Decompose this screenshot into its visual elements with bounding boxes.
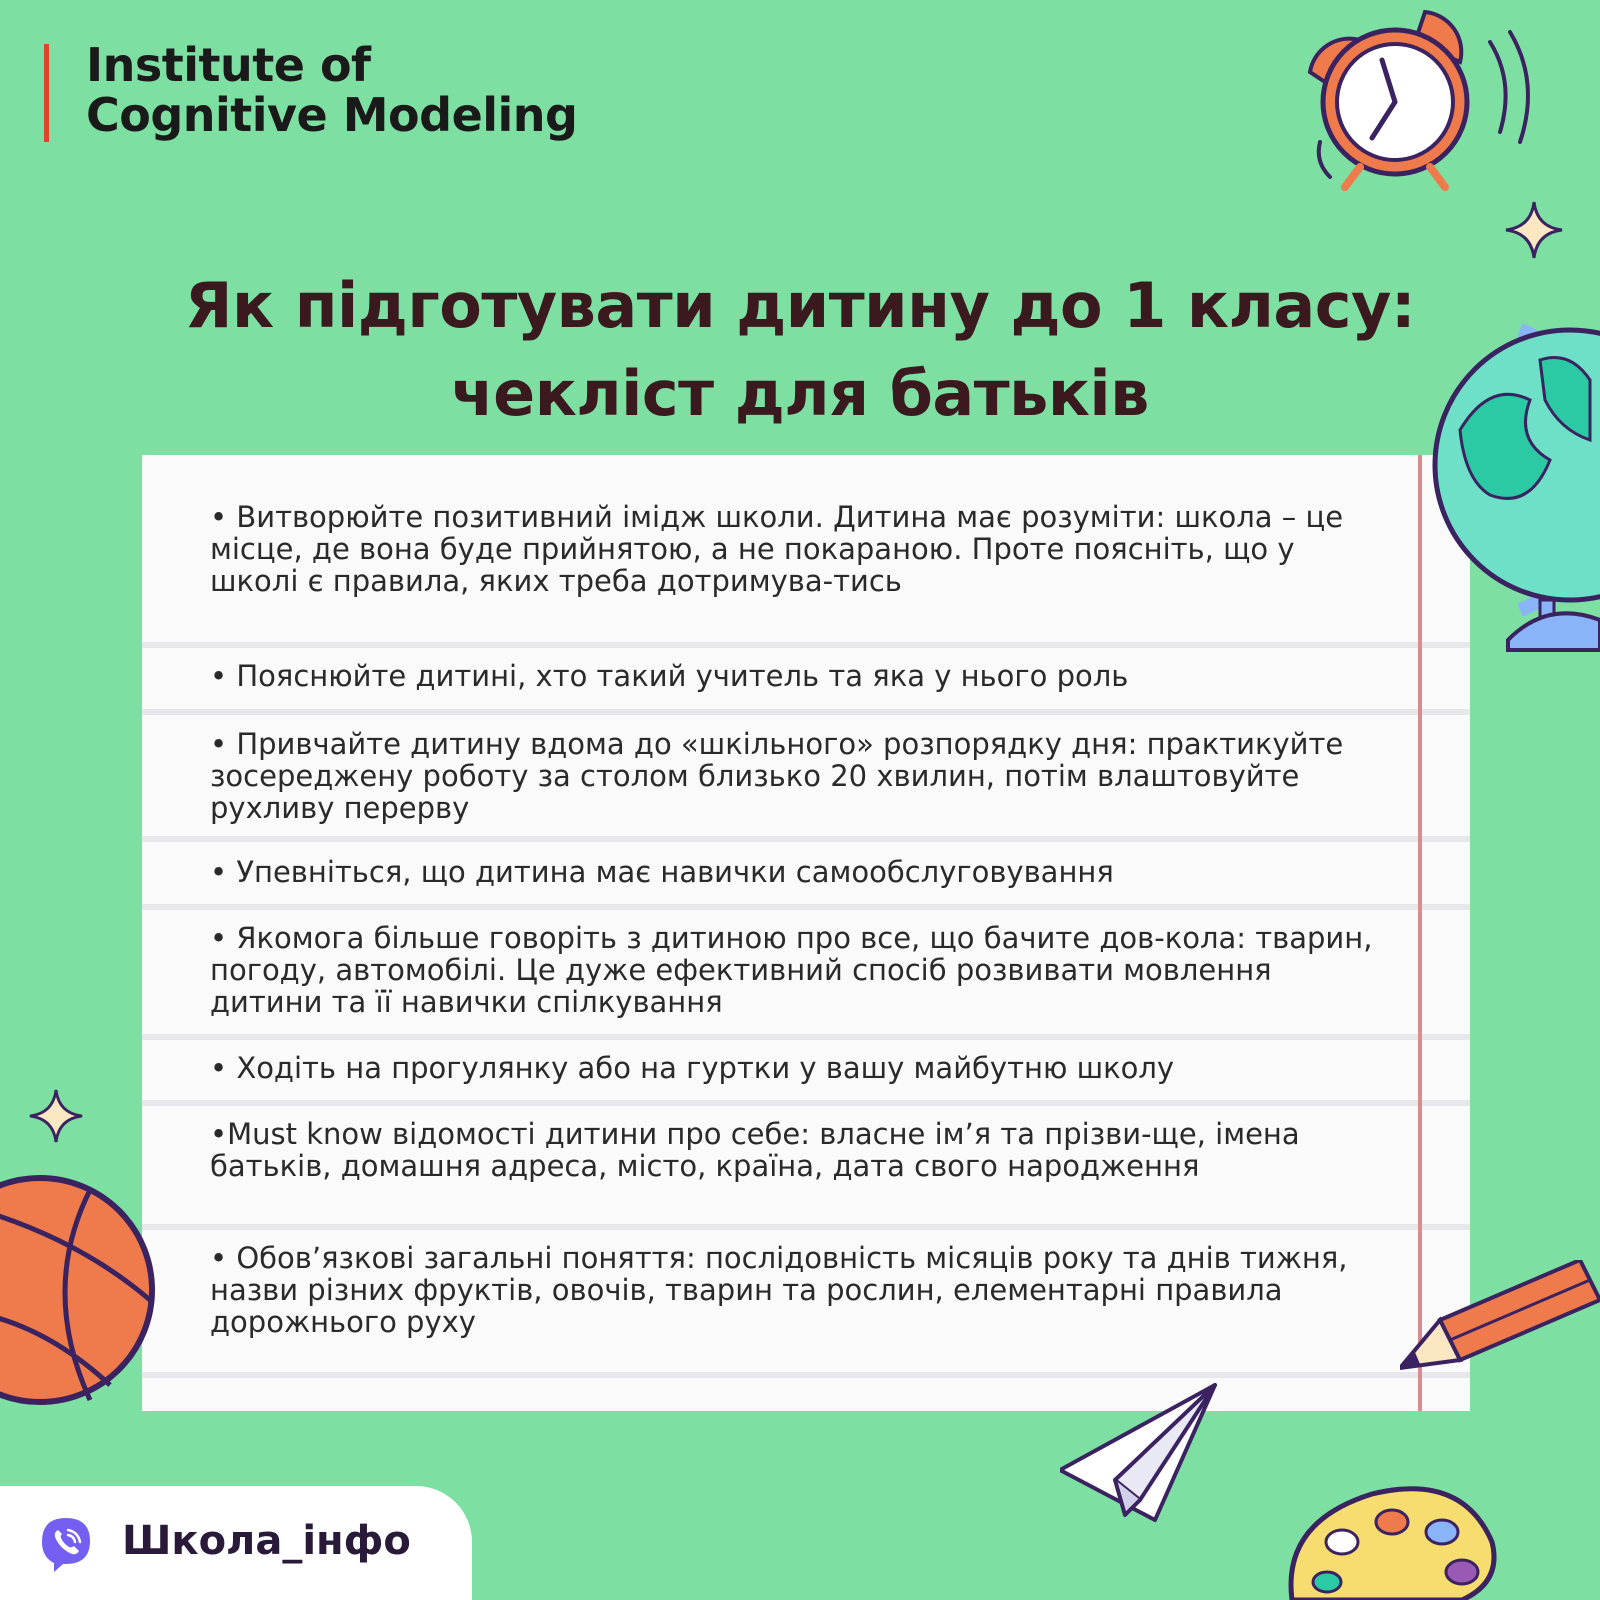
page-title [0,262,1600,438]
basketball-icon [0,1170,160,1410]
title-line-2: чекліст для батьків [451,357,1149,430]
logo-accent-bar [44,44,49,142]
checklist-item-text: • Ходіть на прогулянку або на гуртки у вашу майбутню школу [210,1051,1175,1085]
checklist-item-text: •Must know відомості дитини про себе: власне ім’я та прізви-ще, імена батьків, домашня адреса, місто, країна, дата свого народження [210,1117,1300,1183]
checklist-item [142,910,1470,1040]
logo-line-1: Institute of [86,38,371,92]
sparkle-icon [28,1088,84,1144]
checklist-item-text: • Привчайте дитину вдома до «шкільного» розпорядку дня: практикуйте зосереджену роботу за столом близько 20 хвилин, потім влаштовуйте рухливу перерву [210,727,1344,825]
checklist-item-text: • Обов’язкові загальні поняття: послідовність місяців року та днів тижня, назви різних фруктів, овочів, тварин та рослин, елементарні правила дорожнього руху [210,1241,1348,1339]
checklist-item-text: • Витворюйте позитивний імідж школи. Дитина має розуміти: школа – це місце, де вона буде прийнятою, а не покараною. Проте поясніть, що у школі є правила, яких треба дотримува-тись [210,500,1344,598]
checklist-item [142,1230,1470,1378]
school-info-badge[interactable] [0,1486,472,1600]
checklist-item [142,455,1470,648]
title-line-1: Як підготувати дитину до 1 класу: [184,269,1416,342]
institute-logo [86,40,577,140]
checklist-item-text: • Упевніться, що дитина має навички самообслуговування [210,855,1114,889]
viber-icon [36,1514,96,1574]
checklist-item [142,1106,1470,1230]
paint-palette-icon [1282,1482,1502,1600]
channel-name: Школа_інфо [122,1518,411,1564]
globe-icon [1420,320,1600,660]
checklist-item [142,715,1470,842]
pencil-icon [1400,1260,1600,1380]
checklist-item [142,648,1470,715]
paper-plane-icon [1060,1380,1230,1530]
checklist-item [142,1040,1470,1106]
alarm-clock-icon [1300,2,1570,202]
checklist-item [142,842,1470,910]
sparkle-icon [1504,200,1564,260]
checklist-item-text: • Якомога більше говоріть з дитиною про все, що бачите дов-кола: тварин, погоду, автомобілі. Це дуже ефективний спосіб розвивати мовлення дитини та її навички спілкування [210,921,1373,1019]
checklist-item-text: • Пояснюйте дитині, хто такий учитель та яка у нього роль [210,659,1129,693]
checklist-notebook [142,455,1470,1411]
logo-line-2: Cognitive Modeling [86,88,578,142]
